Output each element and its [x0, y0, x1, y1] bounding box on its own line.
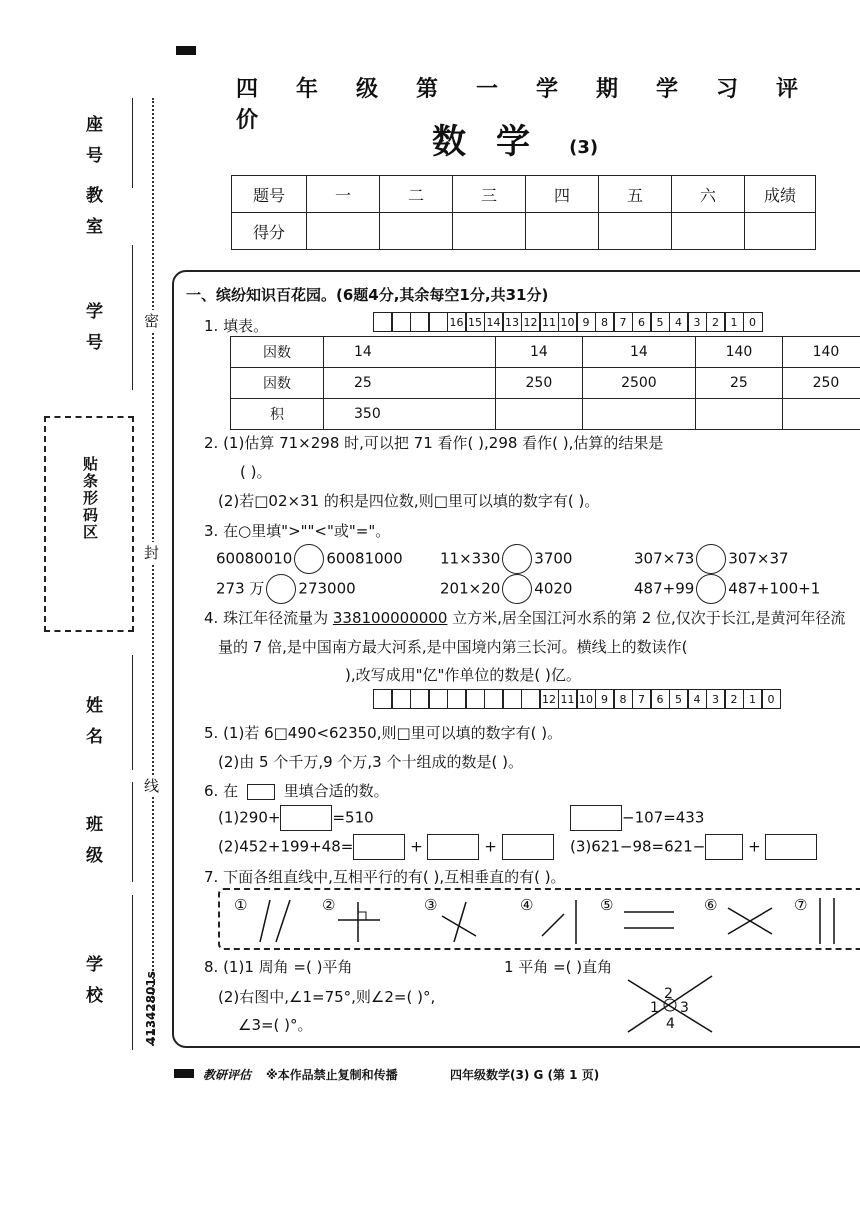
- q1-row-label: 积: [231, 399, 324, 430]
- q3-right: 4020: [534, 579, 573, 598]
- footer-brand: 教研评估: [203, 1068, 252, 1082]
- footer-page: 四年级数学(3) G (第 1 页): [450, 1068, 600, 1082]
- angle-figure: [620, 972, 720, 1036]
- q1-cell: 14: [324, 337, 496, 368]
- footer-notice: ※本作品禁止复制和传播: [266, 1068, 398, 1082]
- score-input[interactable]: [745, 213, 816, 250]
- score-cell: 五: [599, 176, 672, 213]
- q6-p1b-end: −107=433: [622, 808, 705, 827]
- q4-line3: ),改写成用"亿"作单位的数是( )亿。: [345, 666, 581, 684]
- class-line: [132, 782, 133, 882]
- place-value-cell: 4: [687, 689, 707, 709]
- q4-number: 338100000000: [332, 609, 448, 627]
- place-value-cell: [373, 312, 393, 332]
- score-cell: 三: [453, 176, 526, 213]
- place-value-cell: 1: [724, 312, 744, 332]
- score-input[interactable]: [526, 213, 599, 250]
- q1-cell: 25: [324, 368, 496, 399]
- q1-answer-cell[interactable]: [495, 399, 582, 430]
- line-stroke: [454, 902, 466, 942]
- figure-label: ④: [520, 896, 534, 914]
- q3-right: 487+100+1: [728, 579, 821, 598]
- q3-right: 60081000: [326, 549, 403, 568]
- q6-label-start: 6. 在: [204, 782, 239, 800]
- score-cell: 四: [526, 176, 599, 213]
- place-value-cell: 8: [595, 312, 615, 332]
- score-input[interactable]: [307, 213, 380, 250]
- code-label: 41342801s: [144, 971, 158, 1045]
- subject-number: (3): [569, 137, 599, 158]
- q1-cell: 350: [324, 399, 496, 430]
- footer-mark: [174, 1069, 194, 1078]
- score-cell: 六: [672, 176, 745, 213]
- q4-line1: [204, 607, 846, 628]
- q3-right: 307×37: [728, 549, 789, 568]
- subject-title: 数学: [432, 122, 560, 162]
- place-value-cell: 3: [706, 689, 726, 709]
- figure-label: ⑥: [704, 896, 718, 914]
- q1-cell: 14: [495, 337, 582, 368]
- q4-line2: 量的 7 倍,是中国南方最大河系,是中国境内第三长河。横线上的数读作(: [218, 638, 688, 656]
- place-value-cell: [373, 689, 393, 709]
- place-value-cell: 0: [743, 312, 763, 332]
- figure-4: [542, 900, 576, 944]
- score-table: [231, 175, 816, 250]
- place-value-cell: 7: [613, 312, 633, 332]
- score-cell: 一: [307, 176, 380, 213]
- place-value-cell: 9: [576, 312, 596, 332]
- q3-item: [634, 544, 789, 574]
- place-value-cell: [391, 689, 411, 709]
- class-label: 班级: [82, 815, 102, 877]
- name-line: [132, 655, 133, 770]
- q3-left: 273 万: [216, 579, 265, 598]
- line-stroke: [542, 914, 564, 936]
- place-value-cell: 5: [669, 689, 689, 709]
- q5-line1: 5. (1)若 6□490<62350,则□里可以填的数字有( )。: [204, 724, 563, 742]
- place-value-cell: 12: [521, 312, 541, 332]
- q3-item: [216, 574, 356, 604]
- place-value-cell: 14: [484, 312, 504, 332]
- q1-cell: 140: [782, 337, 860, 368]
- q6-p1-text: (1)290+: [218, 808, 281, 827]
- q1-row: [231, 399, 860, 430]
- place-value-cell: [428, 689, 448, 709]
- score-header-row: [232, 176, 816, 213]
- q1-answer-cell[interactable]: [782, 399, 860, 430]
- score-cell: 二: [380, 176, 453, 213]
- q6-p2: (2)452+199+48= + +: [218, 834, 554, 860]
- q3-item: [440, 574, 572, 604]
- seat-line: [132, 98, 133, 188]
- figure-7: [820, 898, 834, 944]
- place-value-cell: [465, 689, 485, 709]
- figure-label: ③: [424, 896, 438, 914]
- q6-label-end: 里填合适的数。: [283, 782, 389, 800]
- q3-right: 3700: [534, 549, 573, 568]
- answer-box[interactable]: [765, 834, 817, 860]
- angle-label: 4: [666, 1016, 675, 1032]
- q7-figure-box: [218, 888, 860, 950]
- place-value-cell: 5: [650, 312, 670, 332]
- q1-answer-cell[interactable]: [582, 399, 695, 430]
- answer-box[interactable]: [705, 834, 743, 860]
- place-value-cell: 12: [539, 689, 559, 709]
- answer-box[interactable]: [280, 805, 332, 831]
- line-stroke: [260, 900, 270, 942]
- q1-answer-cell[interactable]: [695, 399, 782, 430]
- corner-mark: [176, 46, 196, 55]
- figure-label: ⑦: [794, 896, 808, 914]
- place-value-cell: 8: [613, 689, 633, 709]
- barcode-area: [44, 416, 134, 632]
- q4-text-b: 立方米,居全国江河水系的第 2 位,仅次于长江,是黄河年径流: [447, 609, 846, 627]
- binding-margin: [0, 0, 170, 1060]
- place-value-cell: 1: [743, 689, 763, 709]
- q1-row: [231, 368, 860, 399]
- room-label: 教室: [82, 186, 102, 248]
- q8-line3: ∠3=( )°。: [238, 1016, 313, 1034]
- angle-label: 3: [680, 1000, 689, 1016]
- compare-circle[interactable]: [696, 574, 726, 604]
- place-value-cell: 11: [539, 312, 559, 332]
- q6-p3: (3)621−98=621− +: [570, 834, 817, 860]
- subject-line: [432, 114, 598, 163]
- q3-item: [440, 544, 572, 574]
- place-value-cell: [391, 312, 411, 332]
- q3-left: 11×330: [440, 549, 501, 568]
- place-value-cell: 16: [447, 312, 467, 332]
- q2-line3: (2)若□02×31 的积是四位数,则□里可以填的数字有( )。: [218, 492, 600, 510]
- figure-6: [728, 908, 772, 934]
- score-cell: 得分: [232, 213, 307, 250]
- q1-cell: 14: [582, 337, 695, 368]
- q3-left: 307×73: [634, 549, 695, 568]
- q1-table: [230, 336, 860, 430]
- place-value-cell: [410, 689, 430, 709]
- barcode-label: 贴条形码区: [81, 456, 99, 541]
- score-input[interactable]: [380, 213, 453, 250]
- q1-row: [231, 337, 860, 368]
- school-label: 学校: [82, 955, 102, 1017]
- seal-feng: 封: [144, 544, 160, 562]
- q1-cell: 250: [782, 368, 860, 399]
- score-cell: 成绩: [745, 176, 816, 213]
- place-value-cell: 4: [669, 312, 689, 332]
- place-value-cell: 3: [687, 312, 707, 332]
- seal-xian: 线: [144, 777, 160, 795]
- place-value-cell: 0: [761, 689, 781, 709]
- compare-circle[interactable]: [294, 544, 324, 574]
- figure-label: ②: [322, 896, 336, 914]
- compare-circle[interactable]: [502, 544, 532, 574]
- seal-line: [152, 98, 154, 1046]
- place-value-cell: [447, 689, 467, 709]
- place-value-cell: 6: [650, 689, 670, 709]
- q2-line2: ( )。: [240, 463, 272, 481]
- right-angle-mark: [358, 912, 366, 920]
- place-value-cell: 6: [632, 312, 652, 332]
- place-value-cell: [428, 312, 448, 332]
- place-value-cell: 2: [706, 312, 726, 332]
- score-input[interactable]: [672, 213, 745, 250]
- q3-left: 201×20: [440, 579, 501, 598]
- q1-cell: 2500: [582, 368, 695, 399]
- figure-label: ①: [234, 896, 248, 914]
- place-value-cell: 10: [558, 312, 578, 332]
- q3-left: 487+99: [634, 579, 695, 598]
- place-value-cell: [484, 689, 504, 709]
- place-value-cell: [521, 689, 541, 709]
- q3-left: 60080010: [216, 549, 293, 568]
- student-no-label: 学号: [82, 302, 102, 364]
- q6-box-sample: [247, 784, 275, 800]
- angle-label: 2: [664, 986, 673, 1002]
- q7-figures: [220, 890, 860, 948]
- q6-p1b: [570, 805, 704, 831]
- q1-row-label: 因数: [231, 368, 324, 399]
- q1-cell: 140: [695, 337, 782, 368]
- place-value-cell: 7: [632, 689, 652, 709]
- compare-circle[interactable]: [502, 574, 532, 604]
- q8-line1a: 8. (1)1 周角 =( )平角: [204, 958, 353, 976]
- q3-right: 273000: [298, 579, 356, 598]
- name-label: 姓名: [82, 696, 102, 758]
- figure-label: ⑤: [600, 896, 614, 914]
- answer-box[interactable]: [353, 834, 405, 860]
- q2-line1: 2. (1)估算 71×298 时,可以把 71 看作( ),298 看作( ),估算的结果是: [204, 434, 664, 452]
- q7-line: 7. 下面各组直线中,互相平行的有( ),互相垂直的有( )。: [204, 868, 566, 886]
- q1-cell: 25: [695, 368, 782, 399]
- q6-p2-text: (2)452+199+48=: [218, 837, 354, 856]
- place-value-cell: 11: [558, 689, 578, 709]
- q4-text-a: 4. 珠江年径流量为: [204, 609, 333, 627]
- place-value-cell: 2: [724, 689, 744, 709]
- q3-item: [634, 574, 820, 604]
- answer-box[interactable]: [427, 834, 479, 860]
- section-title: 一、缤纷知识百花园。(6题4分,其余每空1分,共31分): [186, 286, 549, 304]
- compare-circle[interactable]: [696, 544, 726, 574]
- answer-box[interactable]: [570, 805, 622, 831]
- answer-box[interactable]: [502, 834, 554, 860]
- school-line: [132, 895, 133, 1050]
- place-value-cell: [502, 689, 522, 709]
- figure-2: [338, 902, 380, 942]
- q8-line2: (2)右图中,∠1=75°,则∠2=( )°,: [218, 988, 436, 1006]
- q3-label: 3. 在○里填">""<"或"="。: [204, 522, 391, 540]
- seat-label: 座号: [82, 115, 102, 177]
- q6-p1: [218, 805, 374, 831]
- q6-label: [204, 780, 389, 801]
- figure-1: [260, 900, 290, 942]
- seal-mi: 密: [144, 312, 160, 330]
- q4-place-value-chart: [374, 689, 781, 709]
- score-value-row: [232, 213, 816, 250]
- q3-item: [216, 544, 403, 574]
- q1-cell: 250: [495, 368, 582, 399]
- compare-circle[interactable]: [266, 574, 296, 604]
- figure-5: [624, 912, 674, 928]
- score-cell: 题号: [232, 176, 307, 213]
- q1-label: 1. 填表。: [204, 317, 269, 335]
- place-value-cell: 10: [576, 689, 596, 709]
- place-value-cell: 9: [595, 689, 615, 709]
- score-input[interactable]: [599, 213, 672, 250]
- score-input[interactable]: [453, 213, 526, 250]
- page-title: 四年级第一学期学习评价: [236, 77, 837, 133]
- place-value-cell: 13: [502, 312, 522, 332]
- q5-line2: (2)由 5 个千万,9 个万,3 个十组成的数是( )。: [218, 753, 523, 771]
- room-line: [132, 245, 133, 390]
- q8-line1b: 1 平角 =( )直角: [504, 958, 613, 976]
- q1-place-value-chart: [374, 312, 763, 332]
- line-stroke: [276, 900, 290, 942]
- place-value-cell: 15: [465, 312, 485, 332]
- q6-p1-end: =510: [332, 808, 374, 827]
- angle-label: 1: [650, 1000, 659, 1016]
- place-value-cell: [410, 312, 430, 332]
- q1-row-label: 因数: [231, 337, 324, 368]
- q6-p3-text: (3)621−98=621−: [570, 837, 706, 856]
- figure-3: [442, 902, 476, 942]
